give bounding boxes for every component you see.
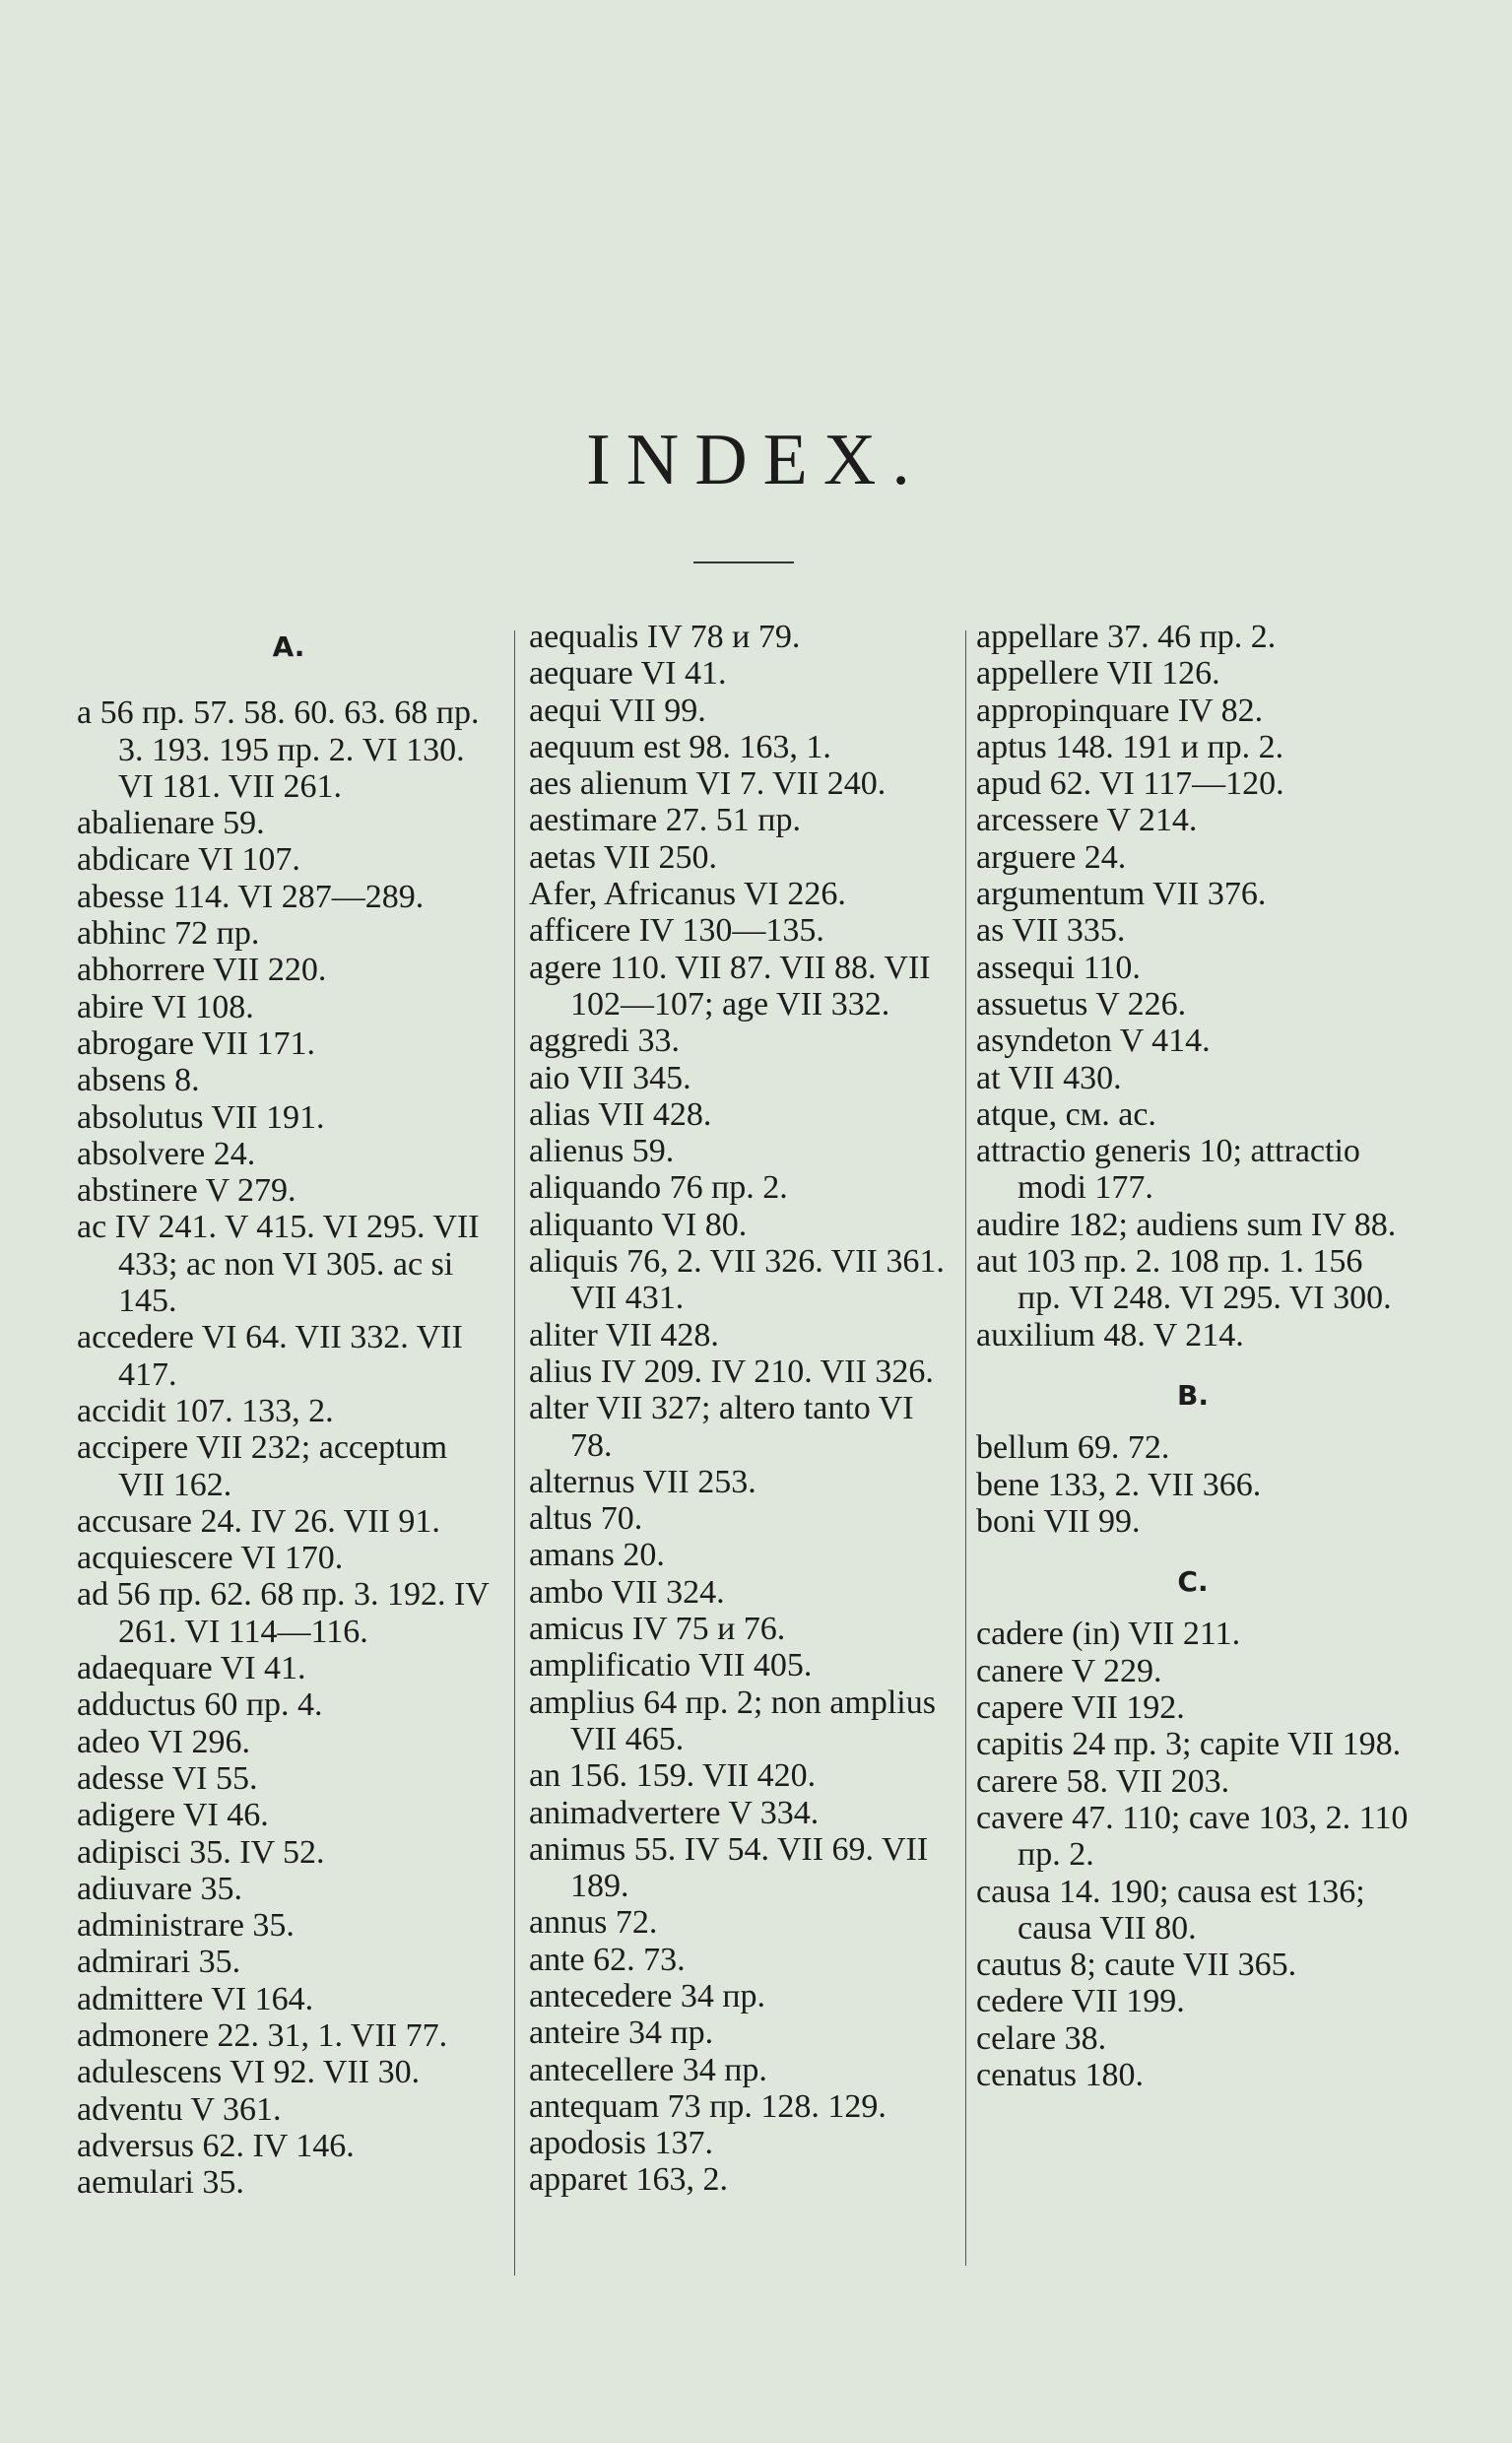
index-entry: ac IV 241. V 415. VI 295. VII 433; ac non VI 305. ac si 145.	[77, 1209, 480, 1320]
index-entry: adversus 62. IV 146.	[77, 2127, 355, 2164]
index-entry: cadere (in) VII 211.	[976, 1616, 1241, 1653]
index-entry: amplificatio VII 405.	[529, 1647, 813, 1684]
index-entry: carere 58. VII 203.	[976, 1762, 1230, 1800]
index-entry: adigere VI 46.	[77, 1797, 269, 1834]
index-entry: acquiescere VI 170.	[77, 1540, 344, 1577]
index-entry: abesse 114. VI 287—289.	[77, 878, 425, 915]
index-entry: cavere 47. 110; cave 103, 2. 110 пр. 2.	[976, 1799, 1409, 1874]
index-entry: alius IV 209. IV 210. VII 326.	[529, 1353, 934, 1390]
index-entry: aut 103 пр. 2. 108 пр. 1. 156 пр. VI 248. VI 295. VI 300.	[976, 1243, 1392, 1317]
index-entry: assuetus V 226.	[976, 985, 1187, 1023]
index-entry: adaequare VI 41.	[77, 1650, 306, 1687]
index-entry: attractio generis 10; attractio modi 177.	[976, 1133, 1360, 1207]
index-entry: arcessere V 214.	[976, 802, 1198, 839]
index-entry: cautus 8; caute VII 365.	[976, 1947, 1297, 1984]
index-entry: alienus 59.	[529, 1133, 675, 1170]
index-entry: aliquando 76 пр. 2.	[529, 1169, 788, 1207]
index-entry: aequum est 98. 163, 1.	[529, 728, 831, 765]
index-entry: amplius 64 пр. 2; non amplius VII 465.	[529, 1684, 936, 1757]
index-entry: anteire 34 пр.	[529, 2014, 714, 2052]
index-entry: aptus 148. 191 и пр. 2.	[976, 728, 1284, 765]
index-entry: antecedere 34 пр.	[529, 1977, 766, 2014]
index-entry: cedere VII 199.	[976, 1983, 1185, 2020]
index-entry: altus 70.	[529, 1500, 643, 1538]
section-gap	[976, 1354, 1410, 1367]
index-entry: absens 8.	[77, 1062, 200, 1099]
section-gap	[976, 1540, 1410, 1553]
title-rule	[693, 561, 794, 563]
index-entry: asyndeton V 414.	[976, 1023, 1211, 1060]
index-entry: accedere VI 64. VII 332. VII 417.	[77, 1319, 463, 1393]
index-entry: cenatus 180.	[976, 2056, 1144, 2093]
index-entry: apodosis 137.	[529, 2125, 713, 2162]
index-column-2	[529, 619, 962, 2199]
index-entry: abrogare VII 171.	[77, 1024, 316, 1062]
index-entry: ad 56 пр. 62. 68 пр. 3. 192. IV 261. VI 114—116.	[77, 1576, 490, 1650]
index-entry: aequalis IV 78 и 79.	[529, 619, 801, 655]
index-entry: abalienare 59.	[77, 805, 265, 842]
index-entry: abhorrere VII 220.	[77, 952, 327, 989]
index-column-1	[77, 619, 500, 2201]
index-entry: adventu V 361.	[77, 2090, 282, 2128]
index-entry: an 156. 159. VII 420.	[529, 1757, 817, 1795]
index-entry: admirari 35.	[77, 1944, 241, 1981]
index-entry: apparet 163, 2.	[529, 2161, 729, 2199]
index-entry: aestimare 27. 51 пр.	[529, 802, 801, 839]
index-entry: argumentum VII 376.	[976, 876, 1267, 913]
section-letter: C.	[1177, 1565, 1209, 1599]
index-entry: adipisci 35. IV 52.	[77, 1833, 325, 1871]
index-entry: adesse VI 55.	[77, 1759, 258, 1797]
index-entry: boni VII 99.	[976, 1502, 1141, 1540]
index-entry: administrare 35.	[77, 1907, 295, 1945]
index-entry: appellare 37. 46 пр. 2.	[976, 619, 1277, 655]
index-entry: at VII 430.	[976, 1059, 1122, 1096]
index-entry: adulescens VI 92. VII 30.	[77, 2054, 421, 2091]
index-entry: Afer, Africanus VI 226.	[529, 876, 846, 913]
index-entry: assequi 110.	[976, 949, 1141, 986]
index-entry: admittere VI 164.	[77, 1980, 314, 2017]
index-entry: afficere IV 130—135.	[529, 912, 824, 950]
index-entry: as VII 335.	[976, 912, 1126, 950]
index-entry: aio VII 345.	[529, 1059, 691, 1096]
index-entry: absolutus VII 191.	[77, 1098, 325, 1136]
column-divider	[965, 630, 966, 2266]
index-entry: bene 133, 2. VII 366.	[976, 1466, 1262, 1503]
index-entry: atque, см. ac.	[976, 1095, 1156, 1133]
index-entry: apud 62. VI 117—120.	[976, 765, 1284, 803]
index-entry: aemulari 35.	[77, 2164, 244, 2202]
index-entry: ante 62. 73.	[529, 1941, 686, 1978]
index-entry: aetas VII 250.	[529, 838, 718, 876]
section-letter: A.	[272, 630, 305, 663]
index-column-3	[976, 619, 1410, 2093]
index-entry: antecellere 34 пр.	[529, 2051, 767, 2088]
index-entry: animadvertere V 334.	[529, 1794, 820, 1831]
index-entry: amans 20.	[529, 1537, 665, 1574]
index-entry: adeo VI 296.	[77, 1723, 250, 1760]
index-entry: aequare VI 41.	[529, 655, 727, 693]
index-entry: abhinc 72 пр.	[77, 915, 260, 953]
index-entry: aliquis 76, 2. VII 326. VII 361. VII 431.	[529, 1243, 945, 1317]
index-entry: causa 14. 190; causa est 136; causa VII 80.	[976, 1873, 1365, 1947]
index-entry: capere VII 192.	[976, 1689, 1185, 1727]
page-title: INDEX.	[586, 420, 926, 500]
index-entry: bellum 69. 72.	[976, 1429, 1170, 1467]
index-entry: alter VII 327; altero tanto VI 78.	[529, 1390, 914, 1464]
index-entry: annus 72.	[529, 1904, 658, 1942]
index-entry: capitis 24 пр. 3; capite VII 198.	[976, 1726, 1402, 1763]
index-entry: a 56 пр. 57. 58. 60. 63. 68 пр. 3. 193. 195 пр. 2. VI 130. VI 181. VII 261.	[77, 694, 480, 805]
index-entry: admonere 22. 31, 1. VII 77.	[77, 2016, 448, 2054]
index-entry: aequi VII 99.	[529, 692, 706, 729]
index-entry: aliter VII 428.	[529, 1316, 719, 1354]
index-entry: agere 110. VII 87. VII 88. VII 102—107; age VII 332.	[529, 949, 931, 1023]
index-entry: canere V 229.	[976, 1652, 1162, 1689]
index-entry: appellere VII 126.	[976, 655, 1220, 693]
index-entry: alternus VII 253.	[529, 1463, 756, 1500]
index-entry: adductus 60 пр. 4.	[77, 1686, 323, 1724]
column-divider	[514, 630, 515, 2276]
index-entry: aggredi 33.	[529, 1023, 680, 1060]
index-entry: absolvere 24.	[77, 1135, 256, 1172]
index-entry: animus 55. IV 54. VII 69. VII 189.	[529, 1830, 929, 1905]
index-entry: celare 38.	[976, 2019, 1107, 2057]
index-entry: abire VI 108.	[77, 988, 254, 1025]
index-entry: appropinquare IV 82.	[976, 692, 1264, 729]
index-entry: aliquanto VI 80.	[529, 1206, 748, 1243]
index-entry: alias VII 428.	[529, 1095, 712, 1133]
index-entry: ambo VII 324.	[529, 1573, 725, 1611]
index-entry: amicus IV 75 и 76.	[529, 1611, 786, 1648]
index-entry: auxilium 48. V 214.	[976, 1316, 1244, 1354]
index-entry: aes alienum VI 7. VII 240.	[529, 765, 887, 803]
index-entry: accidit 107. 133, 2.	[77, 1392, 334, 1429]
section-letter: B.	[1177, 1378, 1209, 1412]
index-entry: arguere 24.	[976, 838, 1127, 876]
index-entry: abdicare VI 107.	[77, 841, 300, 879]
index-entry: adiuvare 35.	[77, 1870, 243, 1907]
index-entry: abstinere V 279.	[77, 1172, 296, 1210]
index-entry: audire 182; audiens sum IV 88.	[976, 1206, 1397, 1243]
index-entry: accipere VII 232; acceptum VII 162.	[77, 1429, 448, 1503]
index-entry: antequam 73 пр. 128. 129.	[529, 2087, 887, 2125]
index-entry: accusare 24. IV 26. VII 91.	[77, 1502, 440, 1540]
